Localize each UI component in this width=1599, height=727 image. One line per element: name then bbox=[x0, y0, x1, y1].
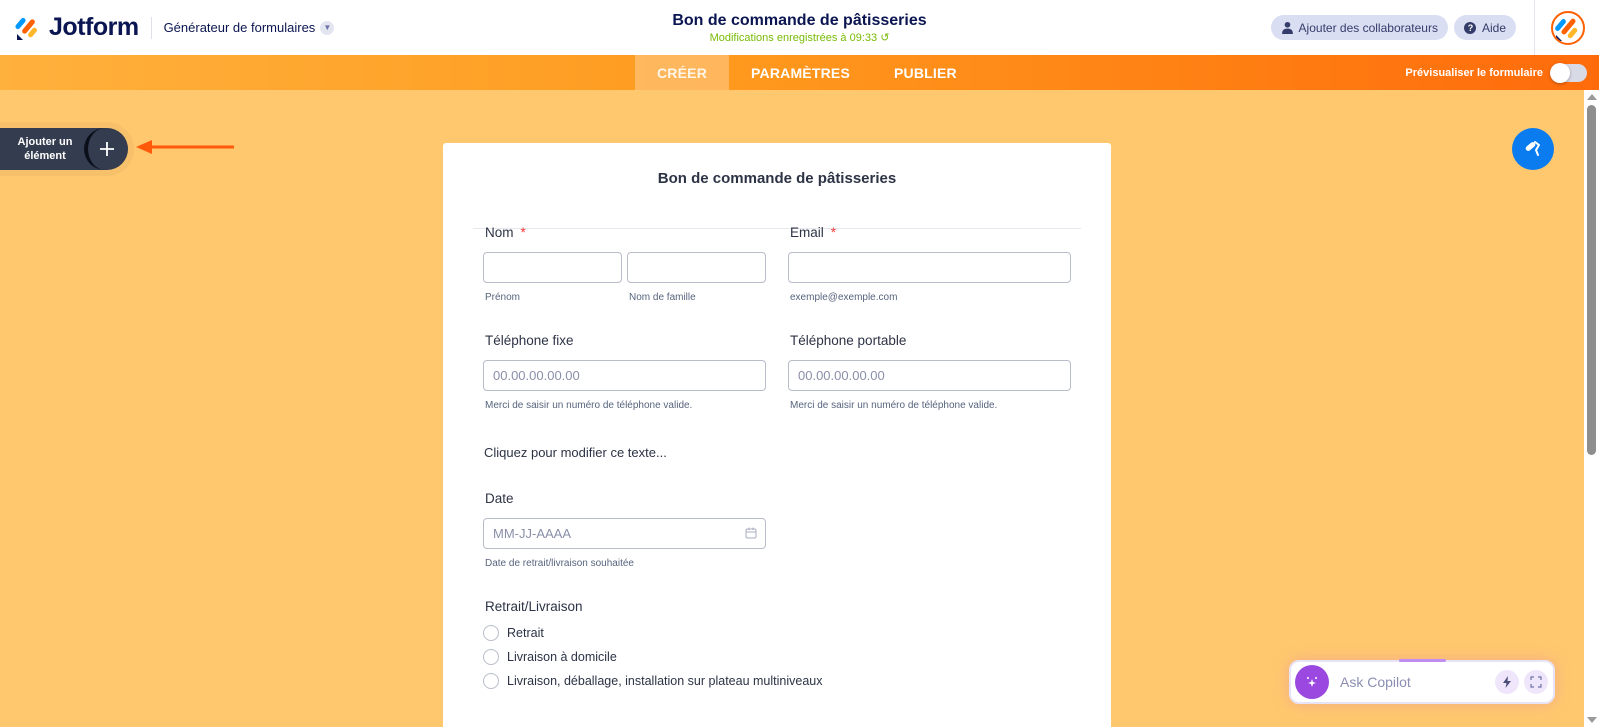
text-element[interactable]: Cliquez pour modifier ce texte... bbox=[484, 445, 667, 460]
history-icon[interactable]: ↺ bbox=[880, 32, 890, 44]
logo-text: Jotform bbox=[49, 13, 139, 41]
email-label-text: Email bbox=[790, 225, 824, 240]
date-input[interactable] bbox=[483, 518, 766, 549]
scroll-up-icon[interactable] bbox=[1587, 94, 1597, 100]
phone-mobile-input[interactable]: 00.00.00.00.00 bbox=[788, 360, 1071, 391]
name-label-text: Nom bbox=[485, 225, 514, 240]
help-icon: ? bbox=[1464, 22, 1476, 34]
delivery-option-home[interactable] bbox=[483, 649, 617, 665]
form-title[interactable]: Bon de commande de pâtisseries bbox=[672, 12, 927, 29]
required-marker: * bbox=[830, 225, 837, 240]
name-label[interactable] bbox=[485, 225, 526, 240]
add-collaborators-label: Ajouter des collaborateurs bbox=[1298, 20, 1438, 35]
first-name-sublabel: Prénom bbox=[485, 292, 521, 303]
builder-menu-label: Générateur de formulaires bbox=[163, 20, 316, 35]
form-designer-button[interactable] bbox=[1512, 128, 1554, 170]
scroll-thumb[interactable] bbox=[1587, 105, 1596, 455]
last-name-input[interactable] bbox=[627, 252, 766, 283]
scroll-down-icon[interactable] bbox=[1587, 717, 1597, 723]
phone-fixed-label[interactable]: Téléphone fixe bbox=[485, 333, 574, 348]
email-input[interactable] bbox=[788, 252, 1071, 283]
radio-button[interactable] bbox=[483, 625, 499, 641]
delivery-option-install[interactable] bbox=[483, 673, 822, 689]
tab-settings[interactable]: PARAMÈTRES bbox=[751, 64, 850, 81]
avatar-logo-icon bbox=[1553, 13, 1583, 43]
toggle-knob bbox=[1550, 63, 1570, 83]
phone-fixed-sublabel: Merci de saisir un numéro de téléphone valide. bbox=[485, 400, 693, 411]
plus-icon bbox=[84, 128, 126, 170]
delivery-label[interactable]: Retrait/Livraison bbox=[485, 599, 583, 614]
radio-button[interactable] bbox=[483, 649, 499, 665]
form-heading[interactable]: Bon de commande de pâtisseries bbox=[473, 170, 1081, 229]
copilot-quick-action-button[interactable] bbox=[1495, 670, 1519, 694]
option-label: Retrait bbox=[507, 626, 544, 640]
add-element-label bbox=[0, 135, 90, 163]
add-element-label-line2: élément bbox=[24, 150, 66, 162]
first-name-input[interactable] bbox=[483, 252, 622, 283]
help-label: Aide bbox=[1481, 20, 1506, 35]
builder-nav bbox=[0, 55, 1599, 90]
builder-tabs bbox=[635, 55, 979, 90]
add-element-button[interactable] bbox=[0, 128, 128, 170]
copilot-expand-button[interactable] bbox=[1524, 670, 1548, 694]
sparkle-icon bbox=[1295, 665, 1329, 699]
arrow-left-icon bbox=[136, 140, 236, 154]
copilot-drag-handle[interactable] bbox=[1399, 659, 1446, 662]
expand-icon bbox=[1530, 676, 1542, 688]
help-button[interactable] bbox=[1454, 15, 1516, 40]
divider bbox=[1534, 0, 1535, 55]
date-placeholder: MM-JJ-AAAA bbox=[493, 526, 571, 541]
email-label[interactable] bbox=[790, 225, 836, 240]
preview-toggle[interactable] bbox=[1551, 64, 1587, 82]
required-marker: * bbox=[520, 225, 526, 240]
copilot-input[interactable]: Ask Copilot bbox=[1340, 674, 1411, 690]
phone-mobile-sublabel: Merci de saisir un numéro de téléphone valide. bbox=[790, 400, 998, 411]
preview-control bbox=[1405, 55, 1587, 90]
calendar-icon[interactable] bbox=[745, 527, 757, 539]
preview-label: Prévisualiser le formulaire bbox=[1405, 66, 1543, 79]
date-sublabel: Date de retrait/livraison souhaitée bbox=[485, 558, 634, 569]
date-label[interactable]: Date bbox=[485, 491, 514, 506]
lightning-icon bbox=[1501, 676, 1513, 688]
user-icon bbox=[1281, 21, 1294, 34]
tab-create[interactable]: CRÉER bbox=[635, 55, 729, 90]
phone-mobile-label[interactable]: Téléphone portable bbox=[790, 333, 907, 348]
avatar[interactable] bbox=[1551, 11, 1585, 45]
option-label: Livraison, déballage, installation sur plateau multiniveaux bbox=[507, 674, 823, 688]
header-actions bbox=[1271, 0, 1599, 55]
save-status-text: Modifications enregistrées à 09:33 bbox=[709, 32, 878, 44]
add-element-label-line1: Ajouter un bbox=[17, 136, 73, 148]
tab-publish[interactable]: PUBLIER bbox=[893, 64, 957, 81]
email-sublabel: exemple@exemple.com bbox=[790, 292, 898, 303]
form-card bbox=[443, 143, 1111, 727]
add-collaborators-button[interactable] bbox=[1271, 15, 1448, 40]
paint-roller-icon bbox=[1523, 139, 1543, 159]
radio-button[interactable] bbox=[483, 673, 499, 689]
last-name-sublabel: Nom de famille bbox=[629, 292, 696, 303]
phone-fixed-input[interactable]: 00.00.00.00.00 bbox=[483, 360, 766, 391]
chevron-down-icon: ▼ bbox=[320, 21, 334, 35]
delivery-option-pickup[interactable] bbox=[483, 625, 544, 641]
top-header bbox=[0, 0, 1599, 55]
copilot-widget bbox=[1289, 660, 1555, 704]
option-label: Livraison à domicile bbox=[507, 650, 617, 664]
page-scrollbar[interactable] bbox=[1584, 90, 1599, 727]
